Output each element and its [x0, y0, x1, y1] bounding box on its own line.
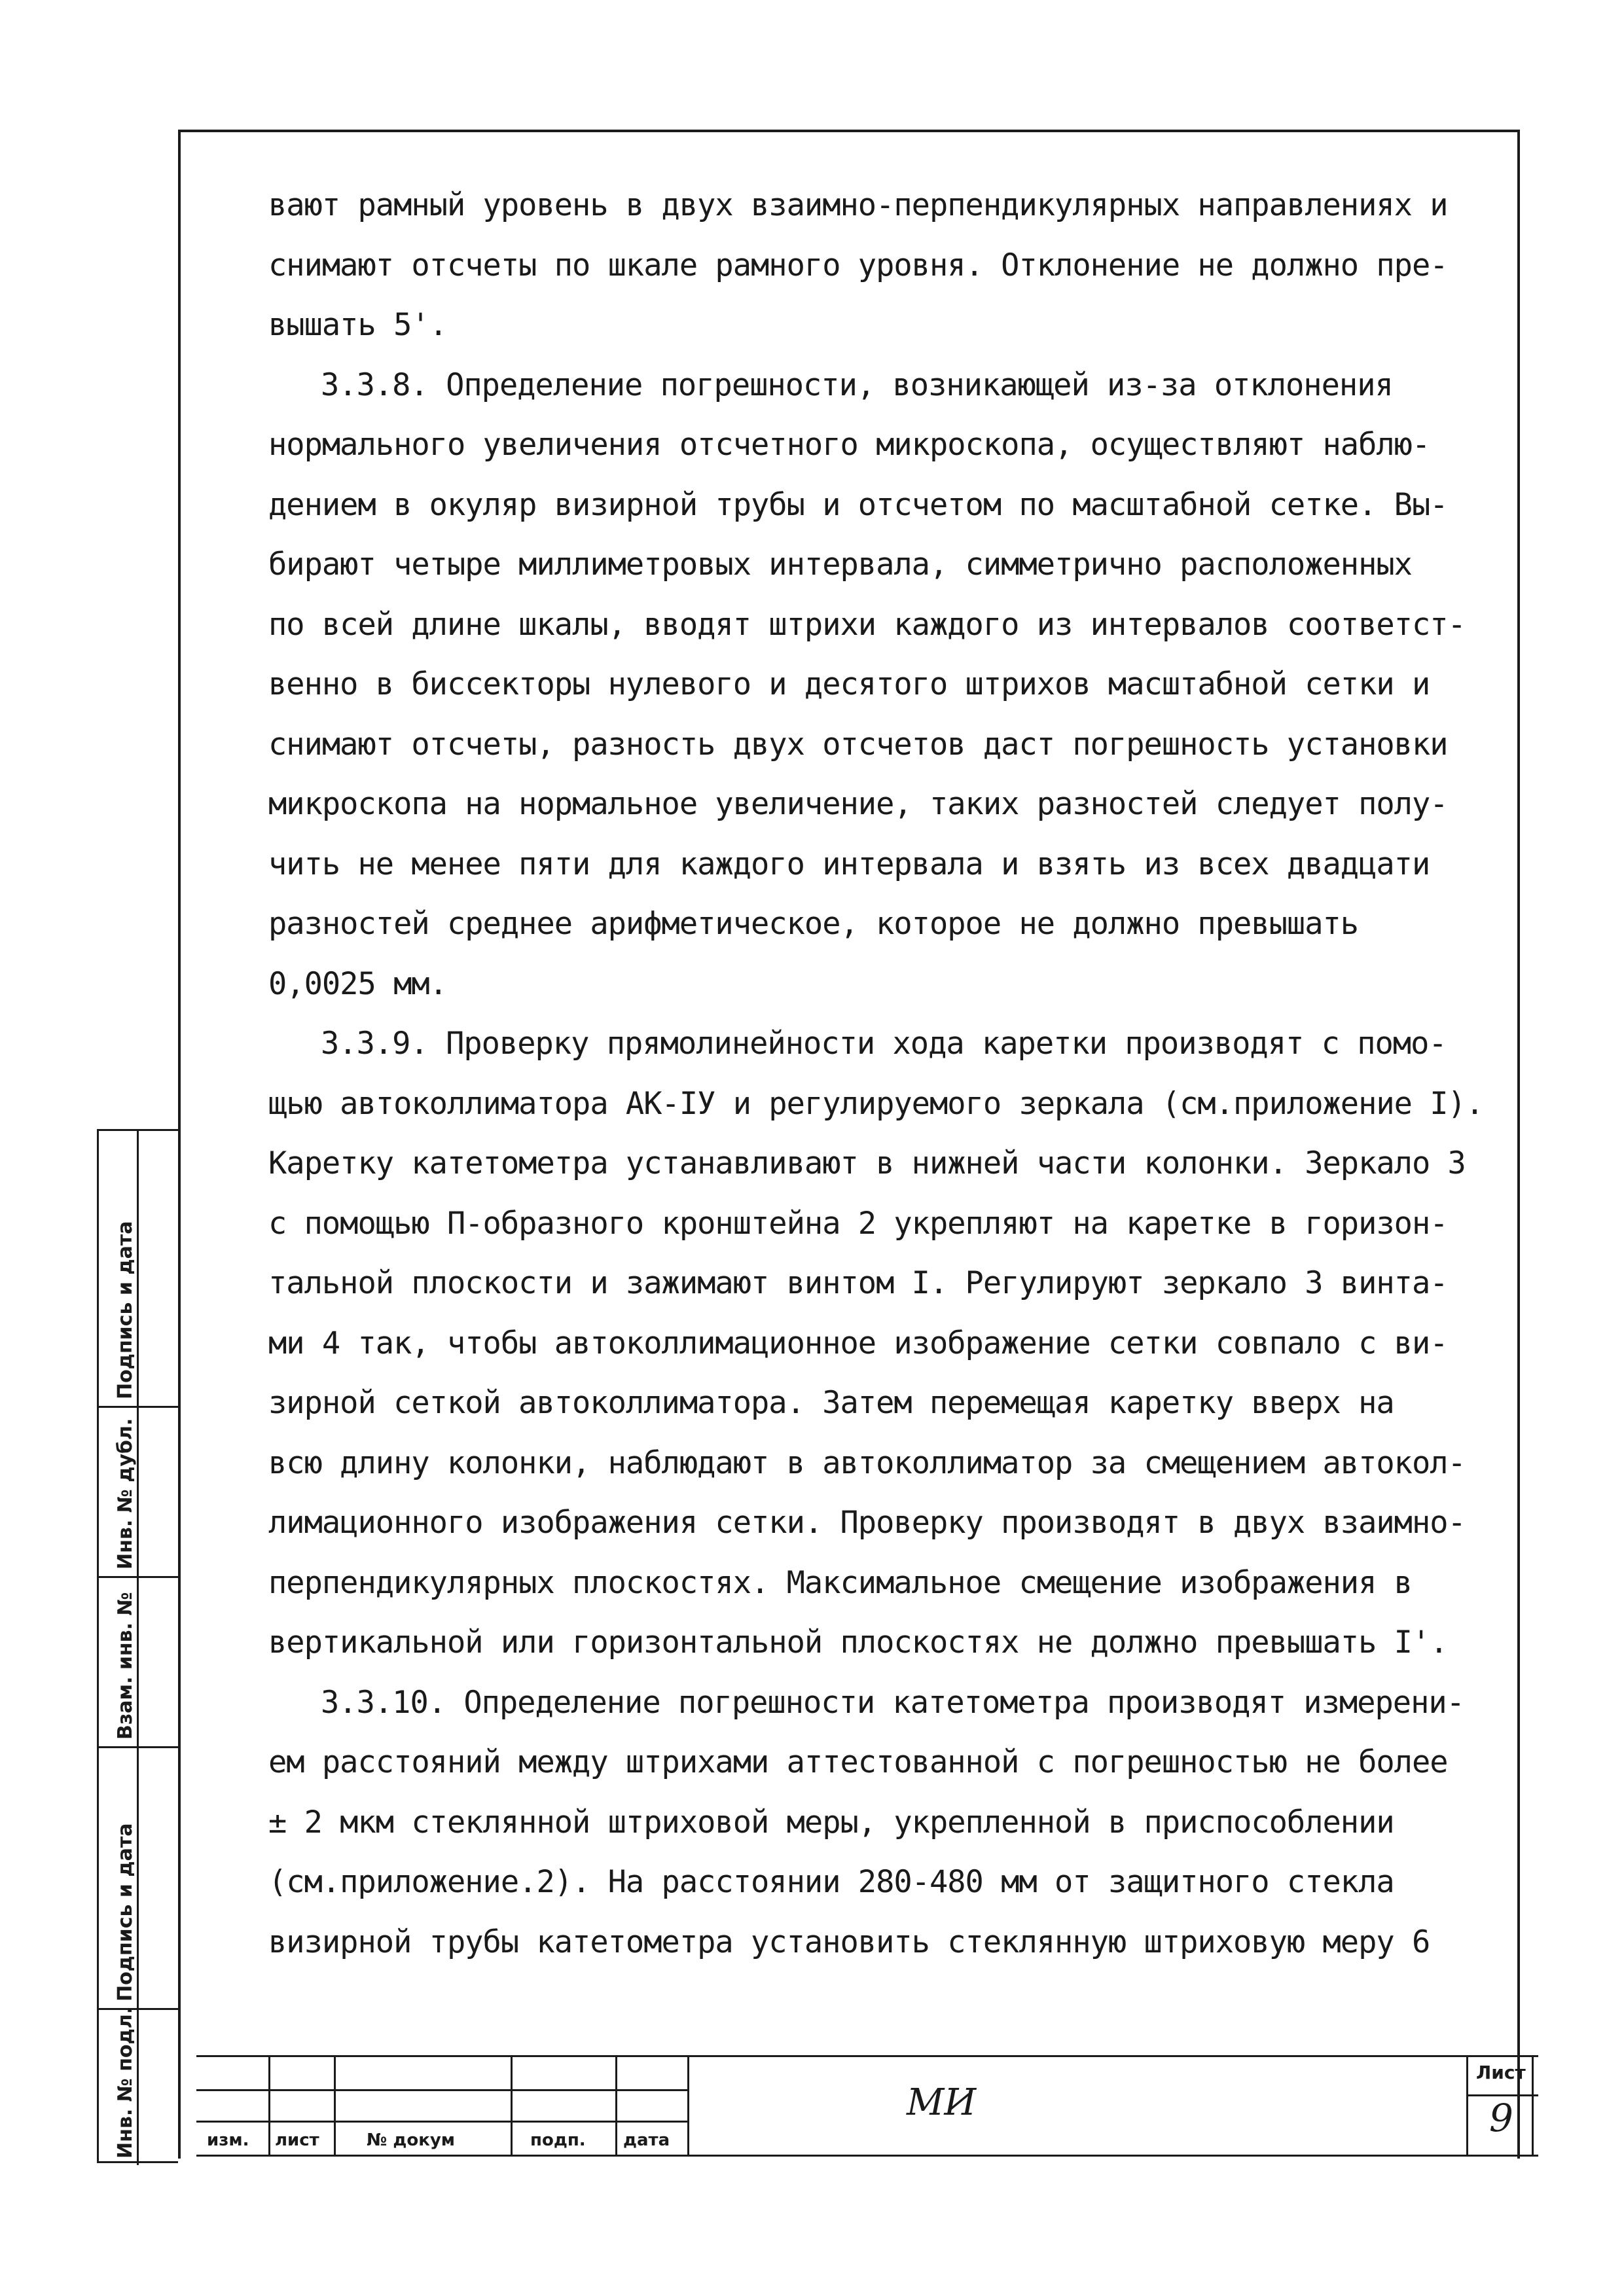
margin-cell-signature-date-1 — [99, 1131, 180, 1406]
text-line: нормального увеличения отсчетного микроскопа, осуществляют наблю- — [268, 427, 1430, 463]
text-line: перпендикулярных плоскостях. Максимальное смещение изображения в — [268, 1564, 1412, 1601]
text-line: венно в биссекторы нулевого и десятого штрихов масштабной сетки и — [268, 666, 1430, 702]
text-line: вышать 5'. — [268, 307, 447, 343]
text-line: ми 4 так, чтобы автоколлимационное изображение сетки совпало с ви- — [268, 1325, 1448, 1361]
text-line: (см.приложение.2). На расстоянии 280-480 мм от защитного стекла — [268, 1864, 1394, 1900]
col-list-label: лист — [275, 2130, 319, 2150]
margin-cell-signature-date-2 — [99, 1746, 180, 2008]
text-line: вертикальной или горизонтальной плоскостях не должно превышать I'. — [268, 1624, 1448, 1660]
text-line: 0,0025 мм. — [268, 965, 447, 1002]
text-line: щью автоколлиматора АК-IУ и регулируемого зеркала (см.приложение I). — [268, 1085, 1484, 1122]
margin-cell-replace-inv — [99, 1576, 180, 1746]
document-code: МИ — [907, 2081, 977, 2124]
text-line: разностей среднее арифметическое, которое не должно превышать — [268, 906, 1359, 942]
text-line: зирной сеткой автоколлиматора. Затем перемещая каретку вверх на — [268, 1385, 1394, 1421]
margin-label: Инв. № дубл. — [114, 1418, 137, 1570]
text-line: лимационного изображения сетки. Проверку производят в двух взаимно- — [268, 1505, 1466, 1541]
sheet-number: 9 — [1489, 2096, 1513, 2140]
text-line: 3.3.9. Проверку прямолинейности хода каретки производят с помо- — [321, 1026, 1447, 1062]
margin-cell-orig-inv — [99, 2008, 180, 2165]
text-line: дением в окуляр визирной трубы и отсчетом по масштабной сетке. Вы- — [268, 486, 1448, 523]
text-line: бирают четыре миллиметровых интервала, симметрично расположенных — [268, 547, 1412, 583]
margin-cell-dup-inv — [99, 1406, 180, 1576]
text-line: с помощью П-образного кронштейна 2 укрепляют на каретке в горизон- — [268, 1205, 1448, 1242]
margin-stamp — [97, 1129, 178, 2163]
text-line: снимают отсчеты по шкале рамного уровня. Отклонение не должно пре- — [268, 247, 1448, 283]
text-line: снимают отсчеты, разность двух отсчетов даст погрешность установки — [268, 726, 1448, 762]
margin-label: Подпись и дата — [114, 1221, 137, 1399]
text-line: ± 2 мкм стеклянной штриховой меры, укрепленной в приспособлении — [268, 1804, 1394, 1840]
text-line: всю длину колонки, наблюдают в автоколлиматор за смещением автокол- — [268, 1444, 1466, 1481]
body-text — [268, 175, 1506, 1972]
sheet-label: Лист — [1476, 2062, 1526, 2083]
text-line: ем расстояний между штрихами аттестованной с погрешностью не более — [268, 1744, 1448, 1780]
margin-label: Подпись и дата — [114, 1823, 137, 2001]
title-block — [196, 2055, 1538, 2160]
text-line: 3.3.8. Определение погрешности, возникающей из-за отклонения — [321, 367, 1393, 403]
col-date-label: дата — [623, 2130, 670, 2150]
text-line: по всей длине шкалы, вводят штрихи каждого из интервалов соответст- — [268, 606, 1466, 643]
margin-label: Взам. инв. № — [114, 1592, 137, 1740]
col-izm-label: изм. — [207, 2130, 249, 2150]
text-line: Каретку катетометра устанавливают в нижней части колонки. Зеркало 3 — [268, 1145, 1466, 1181]
col-doc-label: № докум — [367, 2130, 456, 2150]
text-line: тальной плоскости и зажимают винтом I. Регулируют зеркало 3 винта- — [268, 1265, 1448, 1301]
text-line: 3.3.10. Определение погрешности катетометра производят измерени- — [321, 1684, 1464, 1721]
text-line: чить не менее пяти для каждого интервала и взять из всех двадцати — [268, 846, 1430, 882]
margin-label: Инв. № подл. — [114, 2006, 137, 2159]
text-line: вают рамный уровень в двух взаимно-перпендикулярных направлениях и — [268, 187, 1448, 223]
text-line: визирной трубы катетометра установить стеклянную штриховую меру 6 — [268, 1924, 1430, 1960]
col-sign-label: подп. — [530, 2130, 586, 2150]
text-line: микроскопа на нормальное увеличение, таких разностей следует полу- — [268, 786, 1448, 822]
